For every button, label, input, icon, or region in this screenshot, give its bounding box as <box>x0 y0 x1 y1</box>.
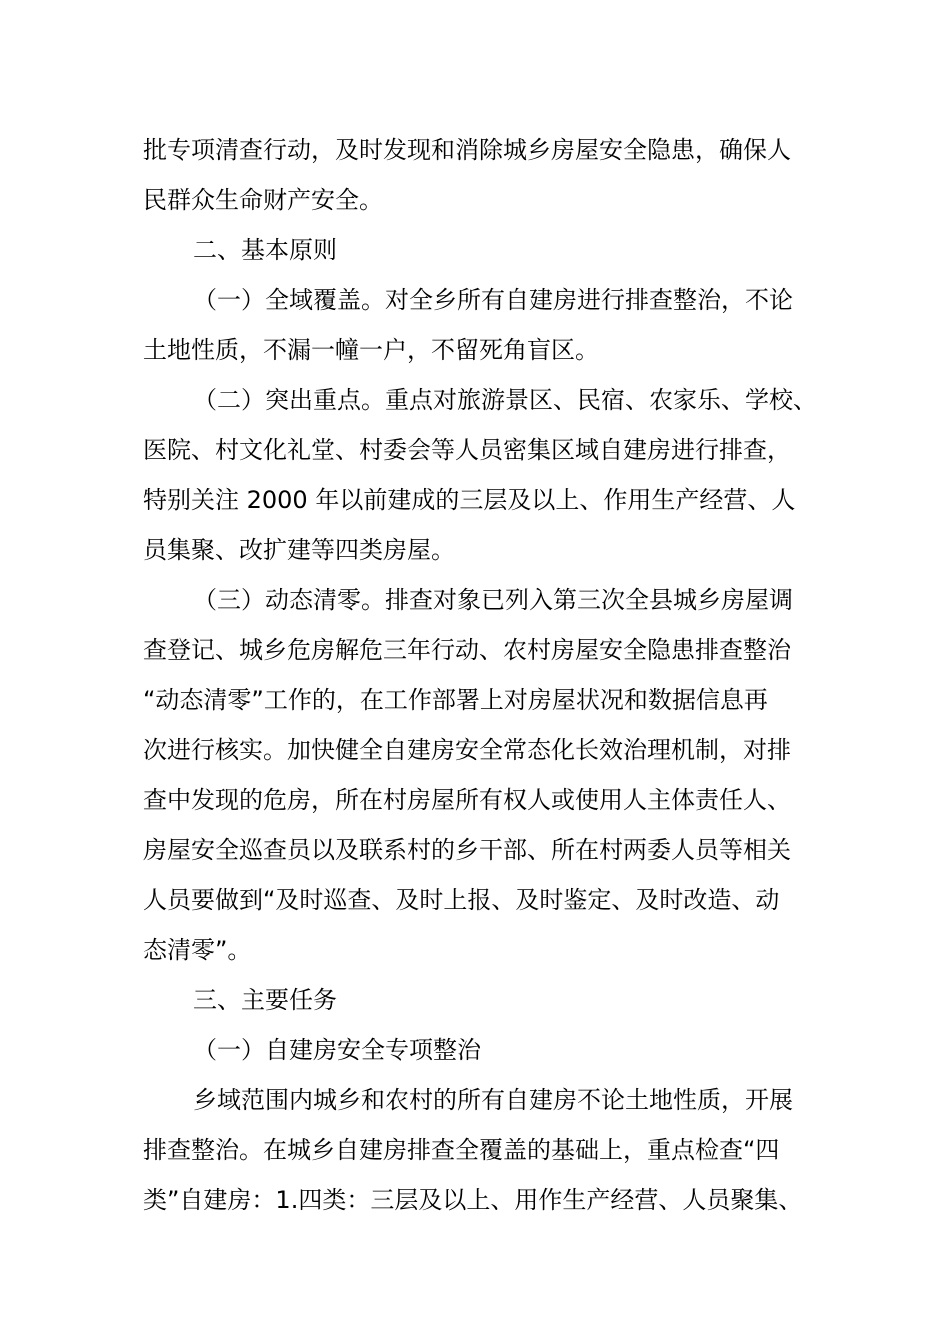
body-text-line: （三）动态清零。排查对象已列入第三次全县城乡房屋调 <box>193 586 793 614</box>
body-text-line: 民群众生命财产安全。 <box>143 186 383 214</box>
body-text-line: 批专项清查行动，及时发现和消除城乡房屋安全隐患，确保人 <box>143 136 791 164</box>
body-text-line: （一）全域覆盖。对全乡所有自建房进行排查整治，不论 <box>193 286 793 314</box>
body-text-line: 查登记、城乡危房解危三年行动、农村房屋安全隐患排查整治 <box>143 636 791 664</box>
body-text-line: 特别关注 2000 年以前建成的三层及以上、作用生产经营、人 <box>143 486 796 514</box>
body-text-line: 医院、村文化礼堂、村委会等人员密集区域自建房进行排查， <box>143 436 791 464</box>
body-text-line: 次进行核实。加快健全自建房安全常态化长效治理机制，对排 <box>143 736 791 764</box>
body-text-line: 排查整治。在城乡自建房排查全覆盖的基础上，重点检查“四 <box>143 1136 780 1164</box>
body-text-line: “动态清零”工作的，在工作部署上对房屋状况和数据信息再 <box>143 686 768 714</box>
body-text-line: 态清零”。 <box>143 936 252 964</box>
subsection-heading: （一）自建房安全专项整治 <box>193 1036 481 1064</box>
body-text-line: 查中发现的危房，所在村房屋所有权人或使用人主体责任人、 <box>143 786 791 814</box>
section-heading: 二、基本原则 <box>193 236 337 264</box>
body-text-line: 人员要做到“及时巡查、及时上报、及时鉴定、及时改造、动 <box>143 886 780 914</box>
body-text-line: （二）突出重点。重点对旅游景区、民宿、农家乐、学校、 <box>193 386 817 414</box>
body-text-line: 员集聚、改扩建等四类房屋。 <box>143 536 455 564</box>
body-text-line: 乡域范围内城乡和农村的所有自建房不论土地性质，开展 <box>193 1086 793 1114</box>
body-text-line: 土地性质，不漏一幢一户，不留死角盲区。 <box>143 336 599 364</box>
body-text-line: 类”自建房：1.四类：三层及以上、用作生产经营、人员聚集、 <box>143 1186 803 1214</box>
body-text-line: 房屋安全巡查员以及联系村的乡干部、所在村两委人员等相关 <box>143 836 791 864</box>
section-heading: 三、主要任务 <box>193 986 337 1014</box>
